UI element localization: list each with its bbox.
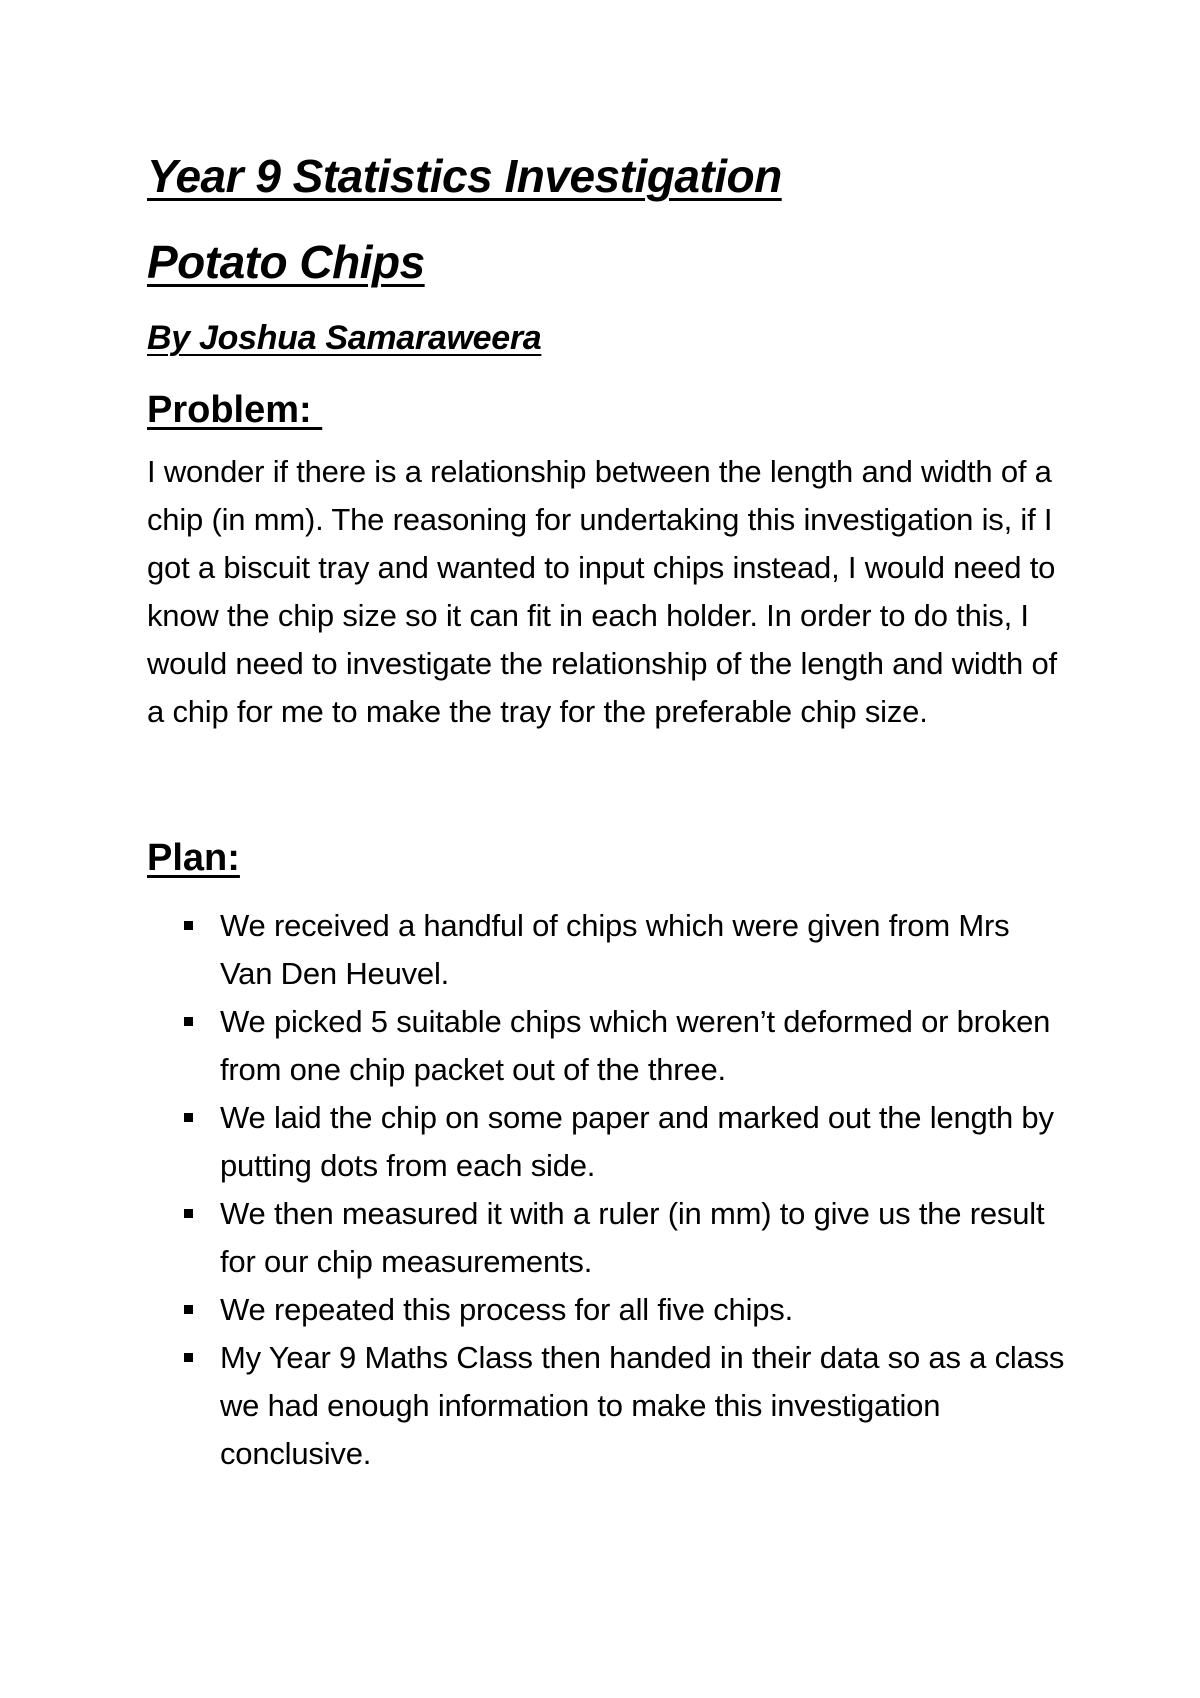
problem-heading: Problem: <box>147 389 323 431</box>
square-bullet-icon <box>184 1305 193 1314</box>
square-bullet-icon <box>184 1209 193 1218</box>
plan-item-text: We repeated this process for all five chips. <box>220 1292 794 1327</box>
document-author: By Joshua Samaraweera <box>147 319 542 357</box>
square-bullet-icon <box>184 1353 193 1362</box>
plan-item <box>147 1190 1067 1286</box>
plan-item <box>147 1286 1067 1334</box>
document-content <box>147 150 1067 1478</box>
plan-item-text: My Year 9 Maths Class then handed in their data so as a class we had enough information to make this investigation conclusive. <box>220 1340 1065 1471</box>
plan-item-text: We then measured it with a ruler (in mm) to give us the result for our chip measurements. <box>220 1196 1045 1279</box>
square-bullet-icon <box>184 921 193 930</box>
document-subtitle: Potato Chips <box>147 236 425 288</box>
plan-item <box>147 902 1067 998</box>
plan-item-text: We picked 5 suitable chips which weren’t deformed or broken from one chip packet out of the three. <box>220 1004 1051 1087</box>
plan-item <box>147 1334 1067 1478</box>
square-bullet-icon <box>184 1017 193 1026</box>
square-bullet-icon <box>184 1113 193 1122</box>
plan-item <box>147 1094 1067 1190</box>
plan-item-text: We laid the chip on some paper and marked out the length by putting dots from each side. <box>220 1100 1054 1183</box>
plan-item-text: We received a handful of chips which were given from Mrs Van Den Heuvel. <box>220 908 1010 991</box>
plan-list <box>147 902 1067 1478</box>
problem-text: I wonder if there is a relationship between the length and width of a chip (in mm). The reasoning for undertaking this investigation is, if I got a biscuit tray and wanted to input chips instead, I would need to know the chip size so it can fit in each holder. In order to do this, I would need to investigate the relationship of the length and width of a chip for me to make the tray for the preferable chip size. <box>147 454 1057 729</box>
plan-heading: Plan: <box>147 837 240 879</box>
plan-item <box>147 998 1067 1094</box>
document-title: Year 9 Statistics Investigation <box>147 150 782 202</box>
